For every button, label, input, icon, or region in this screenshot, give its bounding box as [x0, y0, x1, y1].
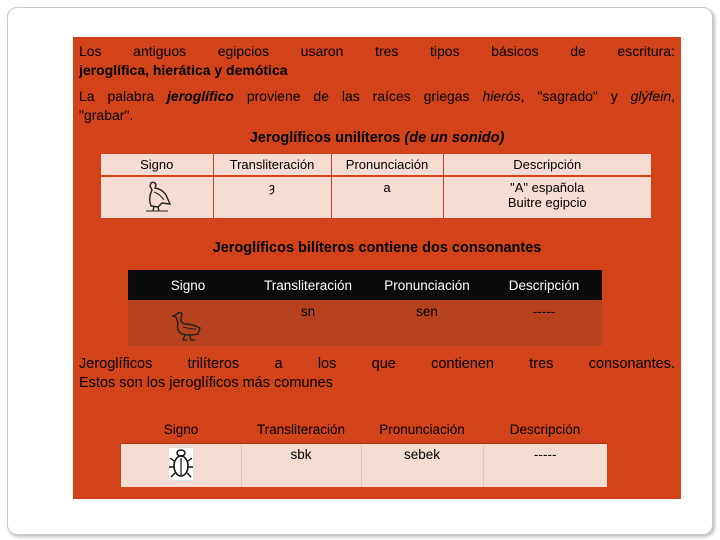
- col-header-pronunciacion: Pronunciación: [368, 270, 486, 300]
- intro-line-1-bold: jeroglífica, hierática y demótica: [79, 62, 288, 78]
- col-header-descripcion: Descripción: [486, 270, 602, 300]
- section3-line-2: Estos son los jeroglíficos más comunes: [79, 375, 333, 391]
- pron-cell: a: [331, 176, 443, 218]
- desc-cell: "A" española Buitre egipcio: [443, 176, 651, 218]
- table-row: [121, 444, 607, 488]
- translit-cell: ȝ: [213, 176, 331, 218]
- vulture-hieroglyph-icon: [142, 180, 172, 212]
- slide-content: [73, 37, 681, 499]
- col-header-transliteracion: Transliteración: [241, 416, 361, 444]
- sign-cell: [128, 300, 248, 346]
- scarab-hieroglyph-icon: [168, 447, 194, 481]
- pron-cell: sebek: [361, 444, 483, 488]
- col-header-signo: Signo: [101, 154, 213, 176]
- uniliteral-table: [101, 154, 651, 218]
- col-header-pronunciacion: Pronunciación: [331, 154, 443, 176]
- desc-cell: -----: [483, 444, 607, 488]
- triliteral-table: [121, 416, 607, 487]
- table-header-row: [101, 154, 651, 176]
- col-header-transliteracion: Transliteración: [248, 270, 368, 300]
- section2-title: Jeroglíficos bilíteros contiene dos consonantes: [212, 240, 542, 256]
- table-header-row: [121, 416, 607, 444]
- col-header-descripcion: Descripción: [483, 416, 607, 444]
- col-header-transliteracion: Transliteración: [213, 154, 331, 176]
- section1-title: Jeroglíficos unilíteros (de un sonido): [249, 130, 505, 146]
- translit-cell: sbk: [241, 444, 361, 488]
- intro-line-1: Los antiguos egipcios usaron tres tipos básicos de escritura:: [79, 43, 675, 59]
- translit-cell: sn: [248, 300, 368, 346]
- section3-line-1: Jeroglíficos trilíteros a los que contienen tres consonantes.: [79, 356, 675, 372]
- col-header-pronunciacion: Pronunciación: [361, 416, 483, 444]
- table-row: [101, 176, 651, 218]
- col-header-descripcion: Descripción: [443, 154, 651, 176]
- intro-line-2-cont: "grabar".: [79, 107, 134, 123]
- table-row: [128, 300, 602, 346]
- table-header-row: [128, 270, 602, 300]
- col-header-signo: Signo: [128, 270, 248, 300]
- biliteral-table: [128, 270, 602, 346]
- sign-cell: [101, 176, 213, 218]
- intro-line-2: La palabra jeroglífico proviene de las raíces griegas hierós, "sagrado" y glýfein,: [79, 88, 675, 104]
- desc-cell: -----: [486, 300, 602, 346]
- sign-cell: [121, 444, 241, 488]
- col-header-signo: Signo: [121, 416, 241, 444]
- duck-hieroglyph-icon: [171, 309, 205, 343]
- pron-cell: sen: [368, 300, 486, 346]
